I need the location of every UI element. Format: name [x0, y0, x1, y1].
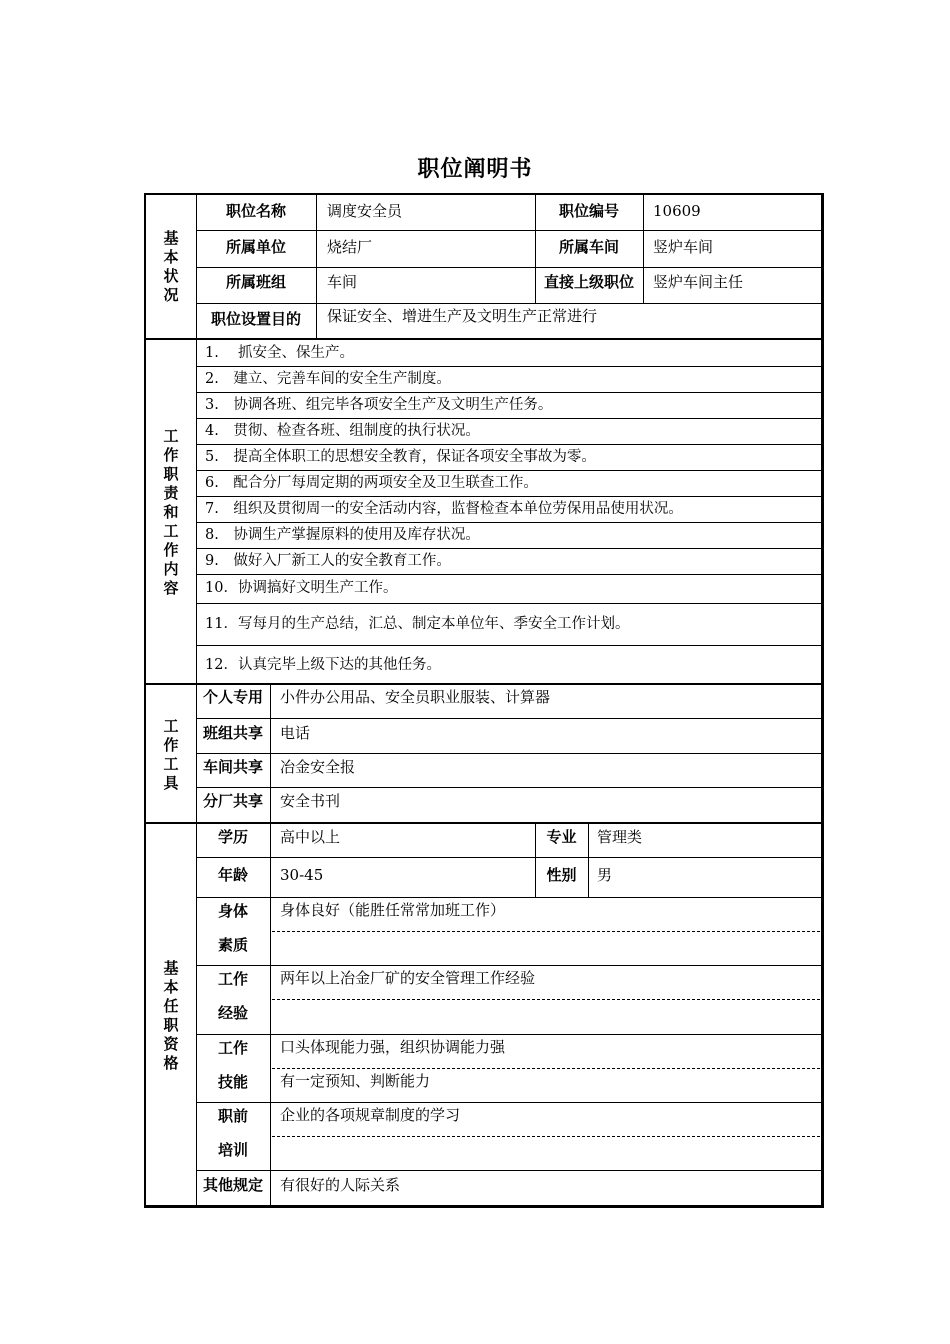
experience-label-1: 工作	[217, 970, 248, 988]
team-label: 所属班组	[225, 273, 286, 291]
duty-item-6: 6. 配合分厂每周定期的两项安全及卫生联查工作。	[205, 475, 538, 491]
age-label: 年龄	[217, 866, 248, 884]
position-no-value: 10609	[653, 202, 701, 220]
duty-item-7: 7. 组织及贯彻周一的安全活动内容，监督检查本单位劳保用品使用状况。	[205, 501, 683, 517]
other-label: 其他规定	[202, 1176, 263, 1194]
age-value: 30-45	[280, 866, 324, 884]
skills-value-1: 口头体现能力强，组织协调能力强	[280, 1038, 506, 1056]
grid-line	[196, 753, 822, 754]
workshop-value: 竖炉车间	[653, 238, 714, 256]
plant-tools-value: 安全书刊	[280, 792, 341, 810]
grid-line	[196, 897, 822, 898]
duty-item-4: 4. 贯彻、检查各班、组制度的执行状况。	[205, 423, 480, 439]
gender-value: 男	[597, 866, 613, 884]
superior-value: 竖炉车间主任	[653, 273, 744, 291]
plant-tools-label: 分厂共享	[202, 792, 263, 810]
dashed-line	[272, 999, 820, 1000]
grid-line	[196, 965, 822, 966]
duty-item-10: 10．协调搞好文明生产工作。	[205, 580, 398, 596]
position-name-value: 调度安全员	[327, 202, 403, 220]
training-value: 企业的各项规章制度的学习	[280, 1106, 461, 1124]
education-label: 学历	[217, 828, 248, 846]
team-tools-value: 电话	[280, 724, 311, 742]
experience-label-2: 经验	[217, 1004, 248, 1022]
grid-line	[196, 303, 822, 304]
experience-value: 两年以上冶金厂矿的安全管理工作经验	[280, 969, 536, 987]
skills-value-2: 有一定预知、判断能力	[280, 1072, 431, 1090]
duty-item-3: 3. 协调各班、组完毕各项安全生产及文明生产任务。	[205, 397, 553, 413]
grid-line	[643, 195, 644, 303]
training-label-2: 培训	[217, 1141, 248, 1159]
section-label-basic: 基本状况	[163, 228, 179, 304]
section-label-qualifications: 基本 任职资格	[163, 959, 179, 1072]
page-title: 职位阐明书	[417, 157, 533, 182]
purpose-value: 保证安全、增进生产及文明生产正常进行	[327, 307, 598, 325]
grid-line	[196, 267, 822, 268]
grid-line	[588, 824, 589, 897]
grid-line	[196, 1034, 822, 1035]
duty-item-8: 8. 协调生产掌握原料的使用及库存状况。	[205, 527, 480, 543]
section-label-duties: 工作职责和工作内容	[163, 427, 179, 597]
team-tools-label: 班组共享	[202, 724, 263, 742]
unit-label: 所属单位	[225, 238, 286, 256]
unit-value: 烧结厂	[327, 238, 373, 256]
workshop-tools-label: 车间共享	[202, 758, 263, 776]
workshop-tools-value: 冶金安全报	[280, 758, 356, 776]
dashed-line	[272, 1068, 820, 1069]
position-name-label: 职位名称	[225, 202, 286, 220]
position-no-label: 职位编号	[558, 202, 619, 220]
superior-label: 直接上级职位	[543, 273, 634, 291]
grid-line	[270, 685, 271, 824]
other-value: 有很好的人际关系	[280, 1176, 401, 1194]
personal-tools-value: 小件办公用品、安全员职业服装、计算器	[280, 688, 551, 706]
duty-item-12: 12．认真完毕上级下达的其他任务。	[205, 657, 441, 673]
skills-label-1: 工作	[217, 1039, 248, 1057]
team-value: 车间	[327, 273, 358, 291]
physical-value: 身体良好（能胜任常常加班工作）	[280, 901, 506, 919]
section-label-tools: 工作工具	[163, 716, 179, 792]
grid-line	[270, 824, 271, 1206]
grid-line	[196, 1102, 822, 1103]
duty-item-9: 9. 做好入厂新工人的安全教育工作。	[205, 553, 451, 569]
grid-line	[196, 857, 822, 858]
duty-item-2: 2. 建立、完善车间的安全生产制度。	[205, 371, 451, 387]
education-value: 高中以上	[280, 828, 341, 846]
duty-item-11: 11．写每月的生产总结，汇总、制定本单位年、季安全工作计划。	[205, 616, 630, 632]
workshop-label: 所属车间	[558, 238, 619, 256]
grid-line	[196, 718, 822, 719]
dashed-line	[272, 931, 820, 932]
grid-line	[196, 230, 822, 231]
physical-label-1: 身体	[217, 902, 248, 920]
duty-item-1: 1. 抓安全、保生产。	[205, 345, 354, 361]
gender-label: 性别	[546, 866, 577, 884]
grid-line	[196, 1170, 822, 1171]
major-value: 管理类	[597, 828, 643, 846]
training-label-1: 职前	[217, 1107, 248, 1125]
grid-line	[196, 787, 822, 788]
purpose-label: 职位设置目的	[210, 310, 301, 328]
dashed-line	[272, 1136, 820, 1137]
physical-label-2: 素质	[217, 936, 248, 954]
personal-tools-label: 个人专用	[202, 688, 263, 706]
major-label: 专业	[546, 828, 577, 846]
skills-label-2: 技能	[217, 1073, 248, 1091]
duty-item-5: 5. 提高全体职工的思想安全教育，保证各项安全事故为零。	[205, 449, 596, 465]
